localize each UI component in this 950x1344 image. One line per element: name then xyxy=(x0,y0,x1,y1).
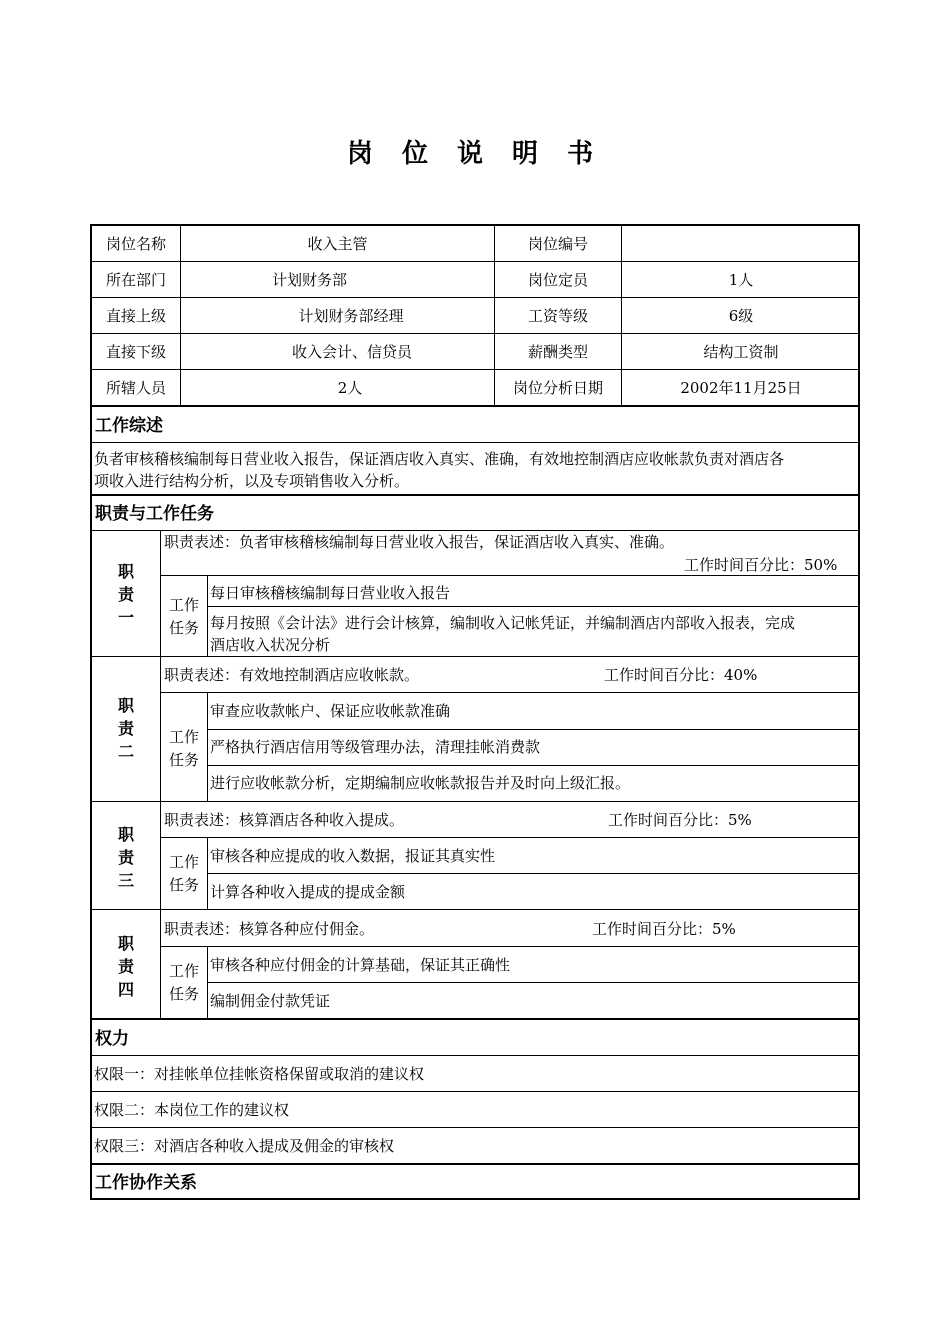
duty-1-task: 每日审核稽核编制每日营业收入报告 xyxy=(210,584,451,602)
power-item: 权限一：对挂帐单位挂帐资格保留或取消的建议权 xyxy=(94,1065,425,1083)
info-value: 2002年11月25日 xyxy=(680,379,802,397)
info-label: 所在部门 xyxy=(105,271,166,289)
duty-2-time: 工作时间百分比：40% xyxy=(604,666,758,684)
duty-3-statement: 职责表述：核算酒店各种收入提成。 xyxy=(164,811,405,829)
page-title: 岗 位 说 明 书 xyxy=(346,139,604,169)
info-label: 薪酬类型 xyxy=(527,343,588,361)
info-value: 1人 xyxy=(728,271,754,289)
duty-2-task-label: 工作 任务 xyxy=(168,728,199,769)
job-description-table xyxy=(90,224,860,1200)
summary-text-line: 项收入进行结构分析，以及专项销售收入分析。 xyxy=(94,472,410,490)
info-label: 岗位名称 xyxy=(105,235,166,253)
duty-3-task: 计算各种收入提成的提成金额 xyxy=(210,883,406,901)
info-label: 所辖人员 xyxy=(105,379,166,397)
info-value: 2人 xyxy=(337,379,363,397)
info-value: 收入主管 xyxy=(307,235,368,253)
info-value: 收入会计、信贷员 xyxy=(291,343,412,361)
duty-4-task-label: 工作 任务 xyxy=(168,962,199,1003)
duties-heading: 职责与工作任务 xyxy=(95,504,214,524)
duty-4-label: 职 责 四 xyxy=(117,934,134,999)
duty-1-label: 职 责 一 xyxy=(117,562,134,627)
duty-4-statement: 职责表述：核算各种应付佣金。 xyxy=(164,920,375,938)
duty-3-task: 审核各种应提成的收入数据，报证其真实性 xyxy=(210,847,496,865)
duty-2-task: 严格执行酒店信用等级管理办法，清理挂帐消费款 xyxy=(210,738,541,756)
duty-2-task: 审查应收款帐户、保证应收帐款准确 xyxy=(210,702,451,720)
duty-1-task: 酒店收入状况分析 xyxy=(210,636,331,654)
duty-1-task-label: 工作 任务 xyxy=(168,596,199,637)
duty-4-time: 工作时间百分比：5% xyxy=(592,920,736,938)
power-heading: 权力 xyxy=(95,1029,129,1049)
info-value: 计划财务部 xyxy=(272,271,348,289)
info-label: 直接下级 xyxy=(105,343,166,361)
info-value: 计划财务部经理 xyxy=(298,307,404,325)
summary-text-line: 负者审核稽核编制每日营业收入报告，保证酒店收入真实、准确，有效地控制酒店应收帐款负责对酒店各 xyxy=(94,450,785,468)
duty-4-task: 编制佣金付款凭证 xyxy=(210,992,331,1010)
info-value: 结构工资制 xyxy=(703,343,779,361)
power-item: 权限二：本岗位工作的建议权 xyxy=(94,1101,290,1119)
duty-2-label: 职 责 二 xyxy=(117,696,134,761)
power-item: 权限三：对酒店各种收入提成及佣金的审核权 xyxy=(94,1137,395,1155)
duty-3-time: 工作时间百分比：5% xyxy=(608,811,752,829)
info-label: 岗位编号 xyxy=(527,235,588,253)
summary-heading: 工作综述 xyxy=(95,416,163,436)
duty-2-statement: 职责表述：有效地控制酒店应收帐款。 xyxy=(164,666,420,684)
cooperation-heading: 工作协作关系 xyxy=(95,1173,197,1193)
info-value: 6级 xyxy=(728,307,754,325)
duty-1-statement: 职责表述：负者审核稽核编制每日营业收入报告，保证酒店收入真实、准确。 xyxy=(164,533,675,551)
info-label: 岗位分析日期 xyxy=(512,379,603,397)
info-label: 岗位定员 xyxy=(527,271,588,289)
duty-1-task: 每月按照《会计法》进行会计核算，编制收入记帐凭证，并编制酒店内部收入报表，完成 xyxy=(210,614,796,632)
duty-1-time: 工作时间百分比：50% xyxy=(684,556,838,574)
info-label: 直接上级 xyxy=(105,307,166,325)
info-label: 工资等级 xyxy=(527,307,588,325)
duty-3-label: 职 责 三 xyxy=(117,825,134,890)
duty-3-task-label: 工作 任务 xyxy=(168,853,199,894)
duty-2-task: 进行应收帐款分析，定期编制应收帐款报告并及时向上级汇报。 xyxy=(210,774,631,792)
duty-4-task: 审核各种应付佣金的计算基础，保证其正确性 xyxy=(210,956,511,974)
